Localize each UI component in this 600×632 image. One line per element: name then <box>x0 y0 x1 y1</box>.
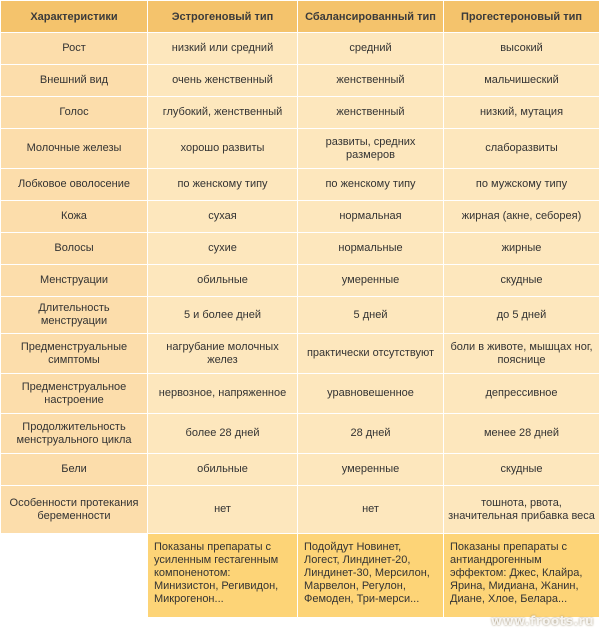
table-cell: депрессивное <box>444 374 599 413</box>
table-cell: практически отсутствуют <box>298 334 443 373</box>
table-cell: более 28 дней <box>148 414 297 453</box>
row-label: Бели <box>1 454 147 485</box>
table-row <box>1 65 599 96</box>
progesterone-recommendation: Показаны препараты с антиандрогенным эффектом: Джес, Клайра, Ярина, Мидиана, Жанин, Диане, Хлое, Белара... <box>444 534 599 617</box>
table-cell: очень женственный <box>148 65 297 96</box>
row-label: Голос <box>1 97 147 128</box>
table-cell: уравновешенное <box>298 374 443 413</box>
table-row <box>1 33 599 64</box>
table-row <box>1 169 599 200</box>
table-cell: мальчишеский <box>444 65 599 96</box>
table-cell: нагрубание молочных желез <box>148 334 297 373</box>
balanced-recommendation: Подойдут Новинет, Логест, Линдинет-20, Линдинет-30, Мерсилон, Марвелон, Регулон, Фемоден, Три-мерси... <box>298 534 443 617</box>
table-cell: скудные <box>444 454 599 485</box>
estrogen-recommendation: Показаны препараты с усиленным гестагенным компоненотом: Минизистон, Регивидон, Микрогенон... <box>148 534 297 617</box>
table-cell: скудные <box>444 265 599 296</box>
row-label: Длительность менструации <box>1 297 147 333</box>
table-cell: низкий, мутация <box>444 97 599 128</box>
recommendation-row <box>1 534 599 617</box>
header-balanced-type: Сбалансированный тип <box>298 1 443 32</box>
table-cell: 5 и более дней <box>148 297 297 333</box>
row-label: Продолжительность менструального цикла <box>1 414 147 453</box>
table-row <box>1 486 599 533</box>
table-cell: нет <box>298 486 443 533</box>
table-cell: хорошо развиты <box>148 129 297 168</box>
blank-cell <box>1 534 147 617</box>
table-cell: по мужскому типу <box>444 169 599 200</box>
table-cell: женственный <box>298 65 443 96</box>
table-cell: развиты, средних размеров <box>298 129 443 168</box>
table-cell: умеренные <box>298 265 443 296</box>
header-characteristics: Характеристики <box>1 1 147 32</box>
row-label: Волосы <box>1 233 147 264</box>
table-row <box>1 414 599 453</box>
row-label: Внешний вид <box>1 65 147 96</box>
row-label: Менструации <box>1 265 147 296</box>
table-row <box>1 374 599 413</box>
row-label: Молочные железы <box>1 129 147 168</box>
table-cell: по женскому типу <box>148 169 297 200</box>
table-cell: слаборазвиты <box>444 129 599 168</box>
site-watermark: www.froots.ru <box>490 614 594 628</box>
table-cell: умеренные <box>298 454 443 485</box>
table-cell: высокий <box>444 33 599 64</box>
table-row <box>1 201 599 232</box>
table-cell: жирные <box>444 233 599 264</box>
table-cell: сухая <box>148 201 297 232</box>
table-cell: средний <box>298 33 443 64</box>
row-label: Рост <box>1 33 147 64</box>
row-label: Особенности протекания беременности <box>1 486 147 533</box>
table-cell: жирная (акне, себорея) <box>444 201 599 232</box>
table-header-row <box>1 1 599 32</box>
row-label: Предменструальное настроение <box>1 374 147 413</box>
table-row <box>1 334 599 373</box>
table-cell: по женскому типу <box>298 169 443 200</box>
table-cell: боли в животе, мышцах ног, пояснице <box>444 334 599 373</box>
table-cell: менее 28 дней <box>444 414 599 453</box>
table-cell: низкий или средний <box>148 33 297 64</box>
table-cell: нервозное, напряженное <box>148 374 297 413</box>
table-cell: до 5 дней <box>444 297 599 333</box>
row-label: Лобковое оволосение <box>1 169 147 200</box>
table-cell: сухие <box>148 233 297 264</box>
table-cell: нормальные <box>298 233 443 264</box>
row-label: Предменструальные симптомы <box>1 334 147 373</box>
table-cell: обильные <box>148 454 297 485</box>
table-cell: нет <box>148 486 297 533</box>
table-cell: нормальная <box>298 201 443 232</box>
table-cell: 28 дней <box>298 414 443 453</box>
table-cell: тошнота, рвота, значительная прибавка веса <box>444 486 599 533</box>
table-row <box>1 233 599 264</box>
table-row <box>1 97 599 128</box>
table-row <box>1 129 599 168</box>
table-cell: обильные <box>148 265 297 296</box>
table-row <box>1 297 599 333</box>
table-cell: 5 дней <box>298 297 443 333</box>
table-cell: глубокий, женственный <box>148 97 297 128</box>
header-estrogen-type: Эстрогеновый тип <box>148 1 297 32</box>
header-progesterone-type: Прогестероновый тип <box>444 1 599 32</box>
table-row <box>1 454 599 485</box>
table-cell: женственный <box>298 97 443 128</box>
table-row <box>1 265 599 296</box>
row-label: Кожа <box>1 201 147 232</box>
